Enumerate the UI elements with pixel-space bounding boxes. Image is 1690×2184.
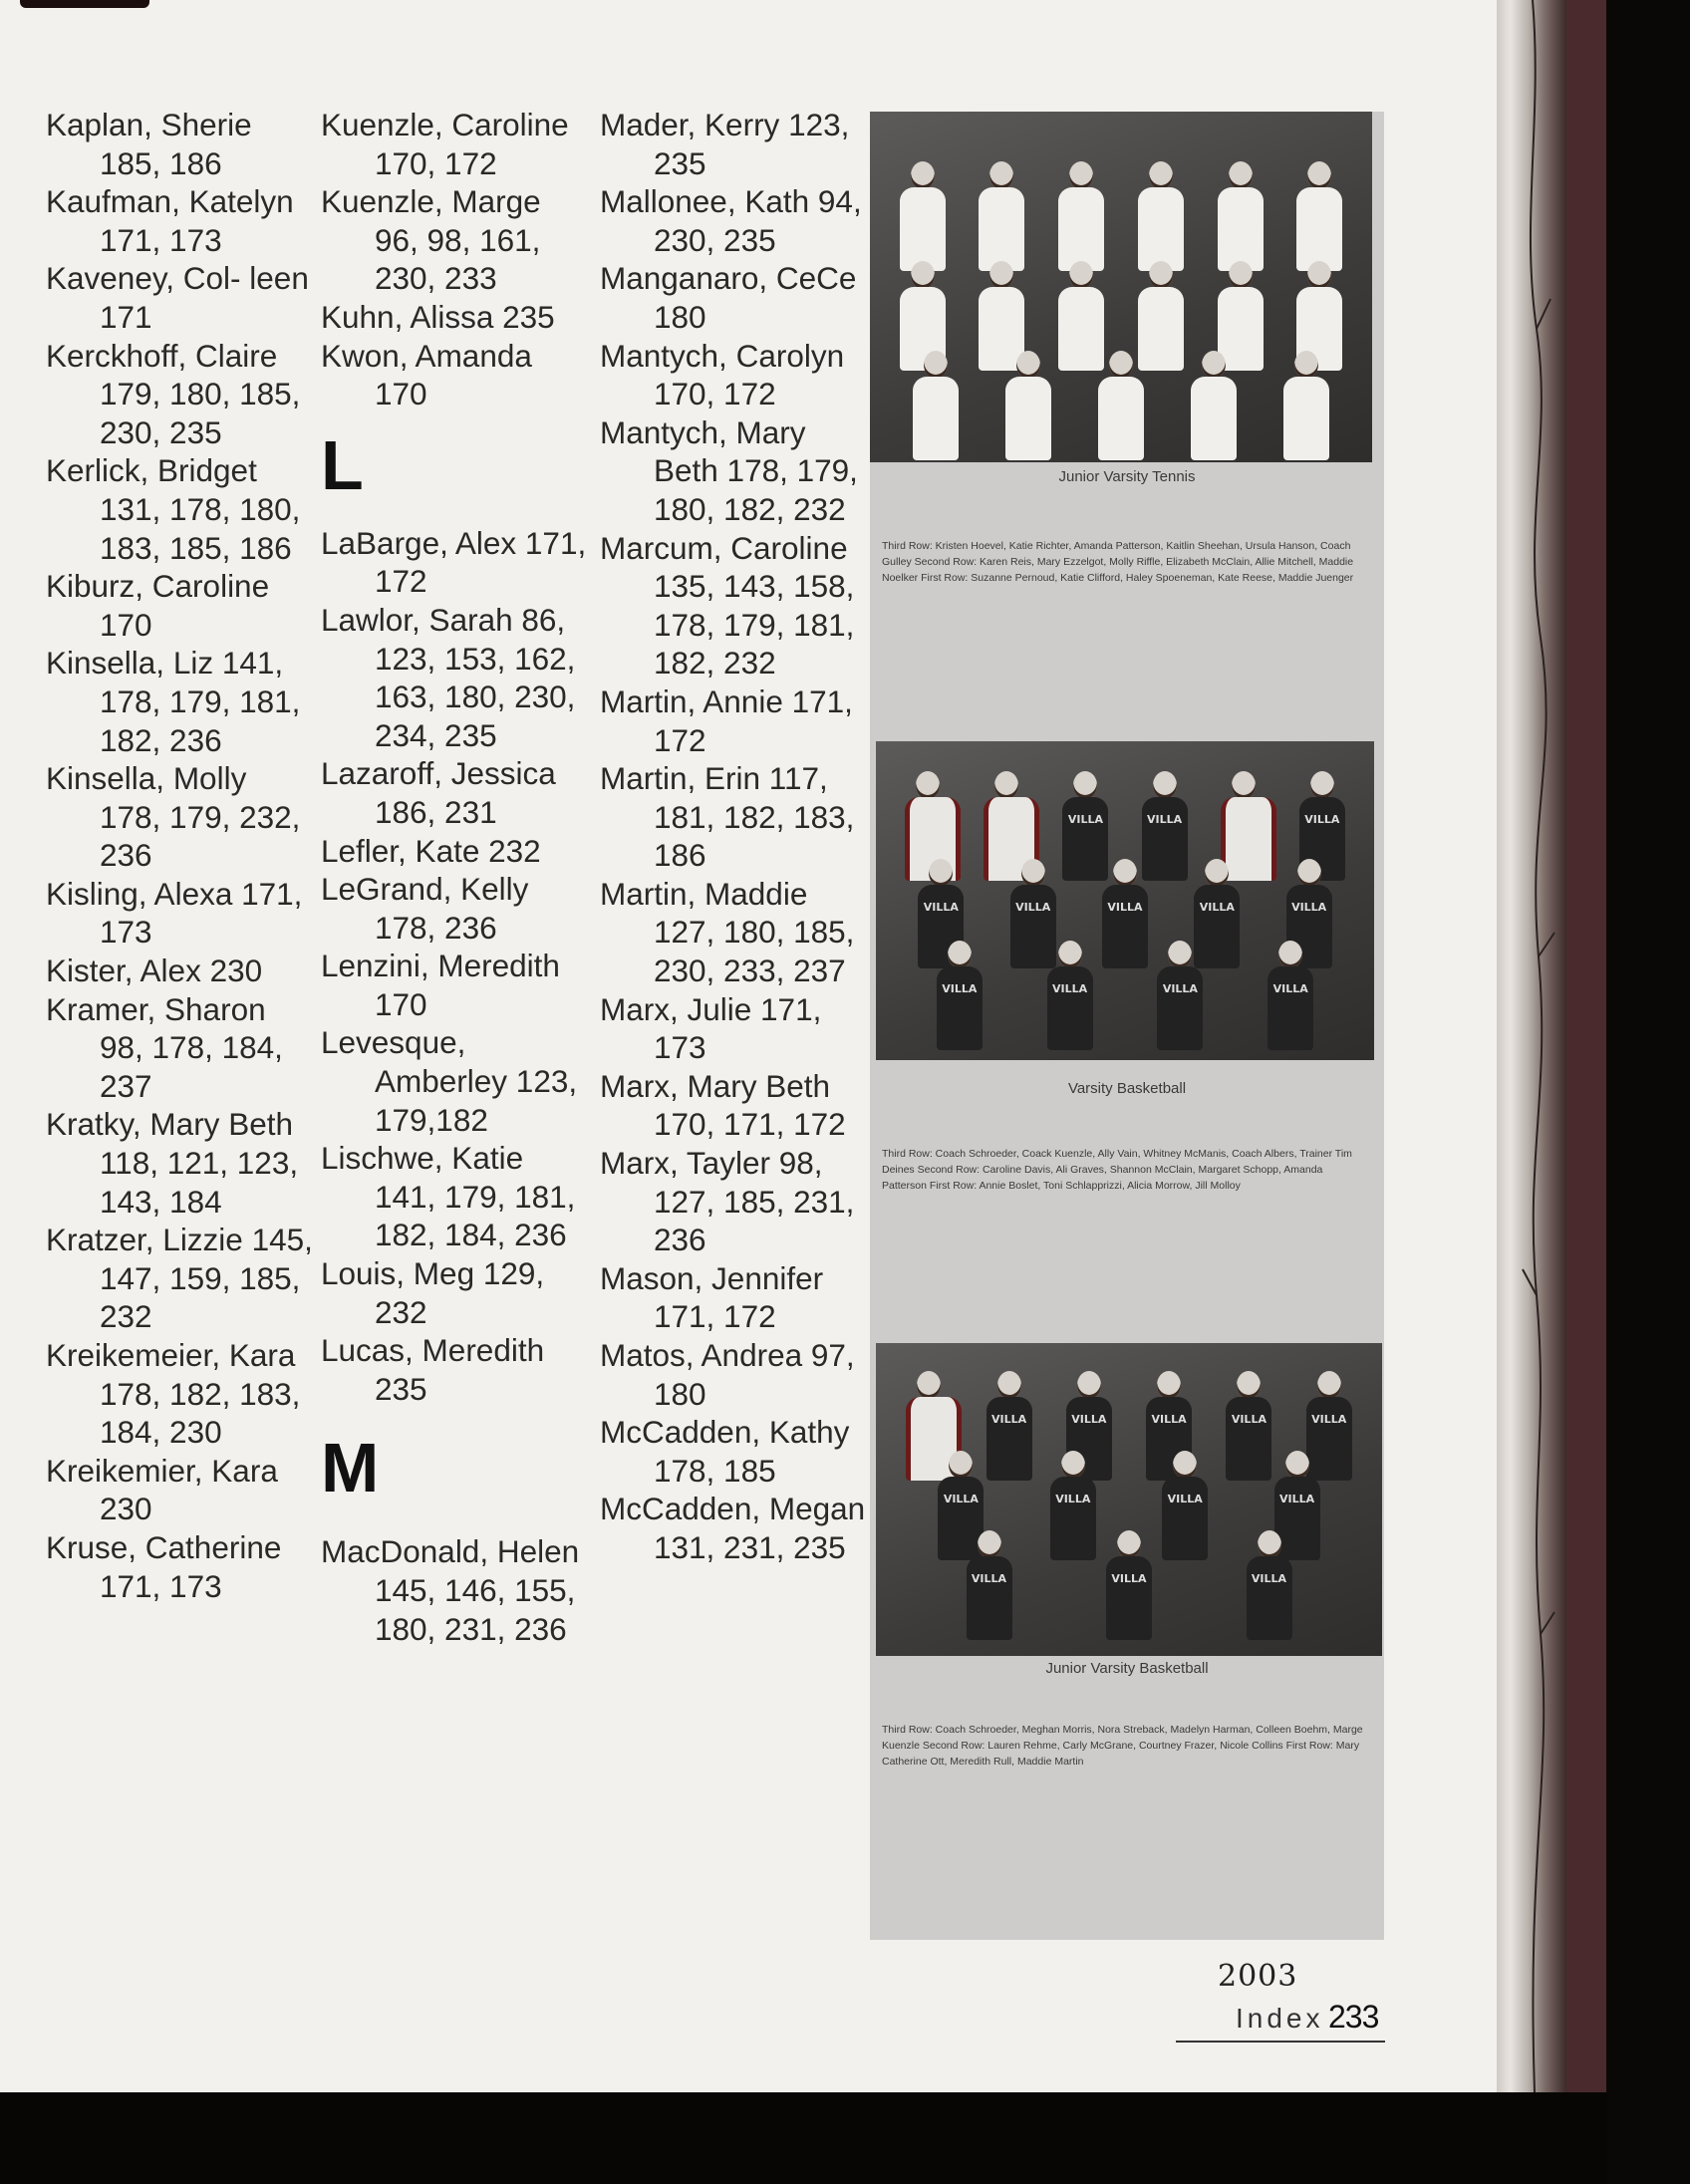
entry-pages: leen 171 (100, 260, 309, 335)
entry-name: Marx, Julie 171, (600, 990, 822, 1027)
entry-pages: Kara 178, 182, 183, 184, 230 (100, 1337, 301, 1451)
entry-name: Mader, Kerry (600, 107, 780, 142)
index-entry (321, 754, 590, 831)
entry-pages: CeCe 180 (654, 260, 857, 335)
index-entry (600, 759, 869, 875)
entry-pages: 171, 173 (100, 875, 303, 951)
entry-name: Levesque, (321, 1024, 466, 1061)
index-entry (46, 990, 315, 1106)
player-figure (1153, 941, 1207, 1050)
entry-name: Kruse, Catherine (46, 1528, 282, 1565)
index-entry (46, 875, 315, 952)
player-figure (1264, 941, 1317, 1050)
entry-pages: 178, 179, 232, 236 (100, 798, 301, 874)
index-entry (46, 1336, 315, 1452)
player-figure (963, 1530, 1016, 1640)
entry-pages: 179, 180, 185, 230, 235 (100, 376, 301, 450)
index-column-3 (600, 106, 869, 1567)
photo-caption: Third Row: Kristen Hoevel, Katie Richter, Amanda Patterson, Kaitlin Sheehan, Ursula Hanson, Coach Gulley Second Row: Karen Reis, Mary Ezzelgot, Molly Riffle, Elizabeth McClain, Allie Mitchell, Maddie Noelker First Row: Suzanne Pernoud, Katie Clifford, Haley Spoeneman, Kate Reese, Maddie Juenger (882, 540, 1354, 584)
player-figure (896, 161, 950, 271)
entry-name: McCadden, (600, 1414, 761, 1451)
index-entry (321, 337, 590, 413)
varsity-basketball-photo (876, 741, 1374, 1060)
index-m-entries (321, 1532, 590, 1648)
entry-pages: Helen 145, 146, 155, 180, 231, 236 (375, 1533, 580, 1647)
entry-pages: 181, 182, 183, 186 (654, 798, 855, 874)
entry-pages: 171, 172 (654, 682, 853, 758)
entry-name: Kerckhoff, Claire (46, 337, 278, 374)
entry-pages: 170 (100, 606, 152, 643)
entry-name: Mason, Jennifer (600, 1259, 824, 1296)
junior-varsity-basketball-photo (876, 1343, 1382, 1656)
entry-name: Mantych, (600, 337, 727, 374)
entry-pages: 185, 186 (100, 144, 222, 181)
junior-varsity-tennis-photo (870, 112, 1372, 462)
photo-title: Junior Varsity Basketball (1045, 1660, 1209, 1677)
index-entry (46, 259, 315, 336)
photo-caption: Third Row: Coach Schroeder, Meghan Morris, Nora Streback, Madelyn Harman, Colleen Boehm, Marge Kuenzle Second Row: Lauren Rehme, Carly McGrane, Courtney Frazer, Nicole Collins First Row: Mary Catherine Ott, Meredith Rull, Maddie Martin (882, 1724, 1363, 1768)
index-entry (46, 451, 315, 567)
entry-pages: 171, 172 (375, 524, 587, 600)
entry-name: Kreikemeier, (46, 1337, 221, 1373)
index-entry (600, 682, 869, 759)
photo-title: Junior Varsity Tennis (1058, 468, 1196, 485)
entry-pages: 123, 235 (654, 107, 850, 181)
entry-name: Lefler, Kate 232 (321, 832, 541, 869)
entry-pages: 170 (375, 376, 427, 412)
index-entry (46, 952, 315, 990)
player-figure (1243, 1530, 1296, 1640)
index-entry (321, 524, 590, 601)
entry-name: Kinsella, Molly (46, 760, 247, 797)
entry-pages: 98, 178, 184, 237 (100, 1029, 283, 1104)
entry-pages: 230 (100, 1491, 152, 1527)
index-entry (46, 644, 315, 759)
year-mark: 2003 (1218, 1959, 1298, 1994)
entry-pages: 232 (375, 1293, 427, 1330)
entry-pages: 97, 180 (654, 1337, 855, 1412)
entry-name: Lawlor, Sarah (321, 601, 513, 638)
index-entry (600, 1144, 869, 1259)
player-figure (1292, 161, 1346, 271)
index-entry (46, 1452, 315, 1528)
entry-name: Mallonee, Kath (600, 183, 810, 220)
entry-name: Kister, Alex 230 (46, 953, 263, 989)
section-label: Index (1236, 2003, 1324, 2034)
entry-pages: 235 (375, 1370, 427, 1407)
entry-pages: 178, 236 (375, 909, 497, 946)
player-figure (1187, 351, 1241, 460)
player-figure (909, 351, 963, 460)
entry-pages: 171, 172 (654, 1298, 776, 1335)
index-entry (600, 106, 869, 182)
index-entry (321, 106, 590, 182)
player-figure (1001, 351, 1055, 460)
index-entry (46, 182, 315, 259)
entry-pages: Amberley 123, 179,182 (375, 1063, 578, 1138)
entry-pages: 86, 123, 153, 162, 163, 180, 230, 234, 235 (375, 601, 576, 753)
entry-name: Kinsella, Liz (46, 645, 214, 682)
index-entry (46, 567, 315, 644)
index-entry (321, 1331, 590, 1408)
margin-sketch-icon (1503, 0, 1562, 2092)
entry-name: McCadden, (600, 1491, 761, 1527)
entry-name: Kaplan, Sherie (46, 107, 252, 142)
entry-name: Manganaro, (600, 260, 768, 297)
entry-name: MacDonald, (321, 1533, 489, 1570)
entry-pages: 127, 180, 185, 230, 233, 237 (654, 914, 855, 989)
entry-name: Kuenzle, Marge (321, 183, 541, 220)
page-number: 233 (1328, 1999, 1379, 2035)
entry-pages: 141, 179, 181, 182, 184, 236 (375, 1178, 576, 1253)
index-entry (46, 759, 315, 875)
player-figure (1214, 161, 1268, 271)
index-column-1 (46, 106, 315, 1605)
index-entry (321, 182, 590, 298)
section-letter-m: M (321, 1429, 378, 1507)
entry-name: Lischwe, Katie (321, 1140, 524, 1177)
entry-name: Kratzer, Lizzie (46, 1222, 243, 1258)
entry-name: Kaveney, Col- (46, 260, 241, 297)
index-entry (600, 875, 869, 990)
index-entry (600, 182, 869, 259)
index-l-entries (321, 524, 590, 1409)
index-entry (600, 1259, 869, 1336)
entry-name: Kerlick, Bridget (46, 452, 257, 489)
player-figure (1102, 1530, 1156, 1640)
entry-name: Marx, Tayler 98, (600, 1145, 823, 1182)
entry-name: Kuhn, Alissa (321, 298, 494, 335)
entry-pages: 141, 178, 179, 181, 182, 236 (100, 645, 301, 758)
index-entry (46, 1221, 315, 1336)
entry-pages: 94, 230, 235 (654, 183, 862, 258)
entry-name: Louis, Meg 129, (321, 1255, 545, 1292)
section-letter-l: L (321, 425, 362, 504)
entry-pages: Carolyn 170, 172 (654, 337, 845, 412)
entry-pages: 170 (375, 985, 427, 1022)
entry-name: LeGrand, Kelly (321, 871, 529, 908)
index-k-entries (321, 106, 590, 413)
entry-pages: Caroline 170, 172 (375, 107, 569, 181)
player-figure (1094, 351, 1148, 460)
entry-name: Kaufman, (46, 183, 180, 220)
entry-pages: Megan 131, 231, 235 (654, 1491, 866, 1565)
player-figure (1134, 161, 1188, 271)
cover-edge (1566, 0, 1606, 2110)
index-entry (600, 1413, 869, 1490)
index-entry (321, 947, 590, 1023)
index-entry (600, 990, 869, 1067)
entry-pages: Beth 178, 179, 180, 182, 232 (654, 452, 858, 527)
entry-name: Matos, Andrea (600, 1337, 803, 1373)
entry-pages: 186, 231 (375, 793, 497, 830)
entry-name: Lenzini, Meredith (321, 948, 560, 984)
index-entry (600, 529, 869, 682)
entry-name: Lucas, Meredith (321, 1332, 545, 1369)
footer-rule (1176, 2041, 1385, 2043)
index-entry (600, 1067, 869, 1144)
index-entry (600, 337, 869, 413)
index-entry (321, 832, 590, 871)
index-entry (600, 413, 869, 529)
entry-pages: 235 (502, 298, 555, 335)
entry-pages: 127, 185, 231, 236 (654, 1183, 855, 1258)
index-entry (600, 1490, 869, 1566)
entry-name: Kreikemier, Kara (46, 1452, 278, 1489)
page-tab (20, 0, 149, 8)
index-column-2 (321, 106, 590, 1648)
index-entry (321, 601, 590, 754)
entry-pages: 173 (654, 1029, 706, 1066)
index-entry (321, 1532, 590, 1648)
player-figure (1054, 161, 1108, 271)
entry-name: Marx, Mary Beth (600, 1067, 831, 1104)
entry-name: Martin, Erin 117, (600, 760, 828, 797)
player-figure (975, 161, 1028, 271)
index-entry (321, 298, 590, 337)
entry-name: Mantych, Mary (600, 413, 806, 450)
entry-name: Kratky, Mary (46, 1106, 220, 1143)
entry-name: Marcum, (600, 529, 722, 566)
entry-pages: 96, 98, 161, 230, 233 (375, 221, 541, 297)
page-shadow (0, 2092, 1606, 2184)
entry-pages: 170, 171, 172 (654, 1106, 846, 1143)
entry-name: Martin, Annie (600, 682, 783, 719)
team-photos-panel (870, 112, 1384, 1940)
index-entry (321, 870, 590, 947)
photo-title: Varsity Basketball (1067, 1080, 1187, 1097)
index-entry (46, 1528, 315, 1605)
index-entry (321, 1023, 590, 1139)
entry-name: Kramer, Sharon (46, 990, 266, 1027)
entry-pages: Caroline 135, 143, 158, 178, 179, 181, 182, 232 (654, 529, 855, 682)
entry-pages: Beth 118, 121, 123, 143, 184 (100, 1106, 299, 1220)
entry-name: LaBarge, Alex (321, 524, 517, 561)
index-entry (46, 1105, 315, 1221)
entry-pages: 171, 173 (100, 1567, 222, 1604)
index-entry (46, 337, 315, 452)
entry-name: Martin, Maddie (600, 875, 808, 912)
index-entry (321, 1139, 590, 1254)
entry-name: Kwon, Amanda (321, 337, 532, 374)
entry-name: Kisling, Alexa (46, 875, 233, 912)
player-figure (1279, 351, 1333, 460)
entry-pages: 145, 147, 159, 185, 232 (100, 1222, 313, 1335)
entry-name: Lazaroff, Jessica (321, 755, 556, 792)
entry-pages: 131, 178, 180, 183, 185, 186 (100, 490, 301, 566)
photo-caption: Third Row: Coach Schroeder, Coack Kuenzle, Ally Vain, Whitney McManis, Coach Albers, Trainer Tim Deines Second Row: Caroline Davis, Ali Graves, Shannon McClain, Margaret Schopp, Amanda Patterson First Row: Annie Boslet, Toni Schlapprizzi, Alicia Morrow, Jill Molloy (882, 1148, 1352, 1192)
index-entry (321, 1254, 590, 1331)
entry-name: Kiburz, Caroline (46, 568, 270, 605)
entry-pages: Kathy 178, 185 (654, 1414, 850, 1489)
index-entry (46, 106, 315, 182)
entry-pages: Katelyn 171, 173 (100, 183, 294, 258)
index-entry (600, 259, 869, 336)
index-entry (600, 1336, 869, 1413)
player-figure (1043, 941, 1097, 1050)
entry-name: Kuenzle, (321, 107, 443, 142)
player-figure (933, 941, 986, 1050)
